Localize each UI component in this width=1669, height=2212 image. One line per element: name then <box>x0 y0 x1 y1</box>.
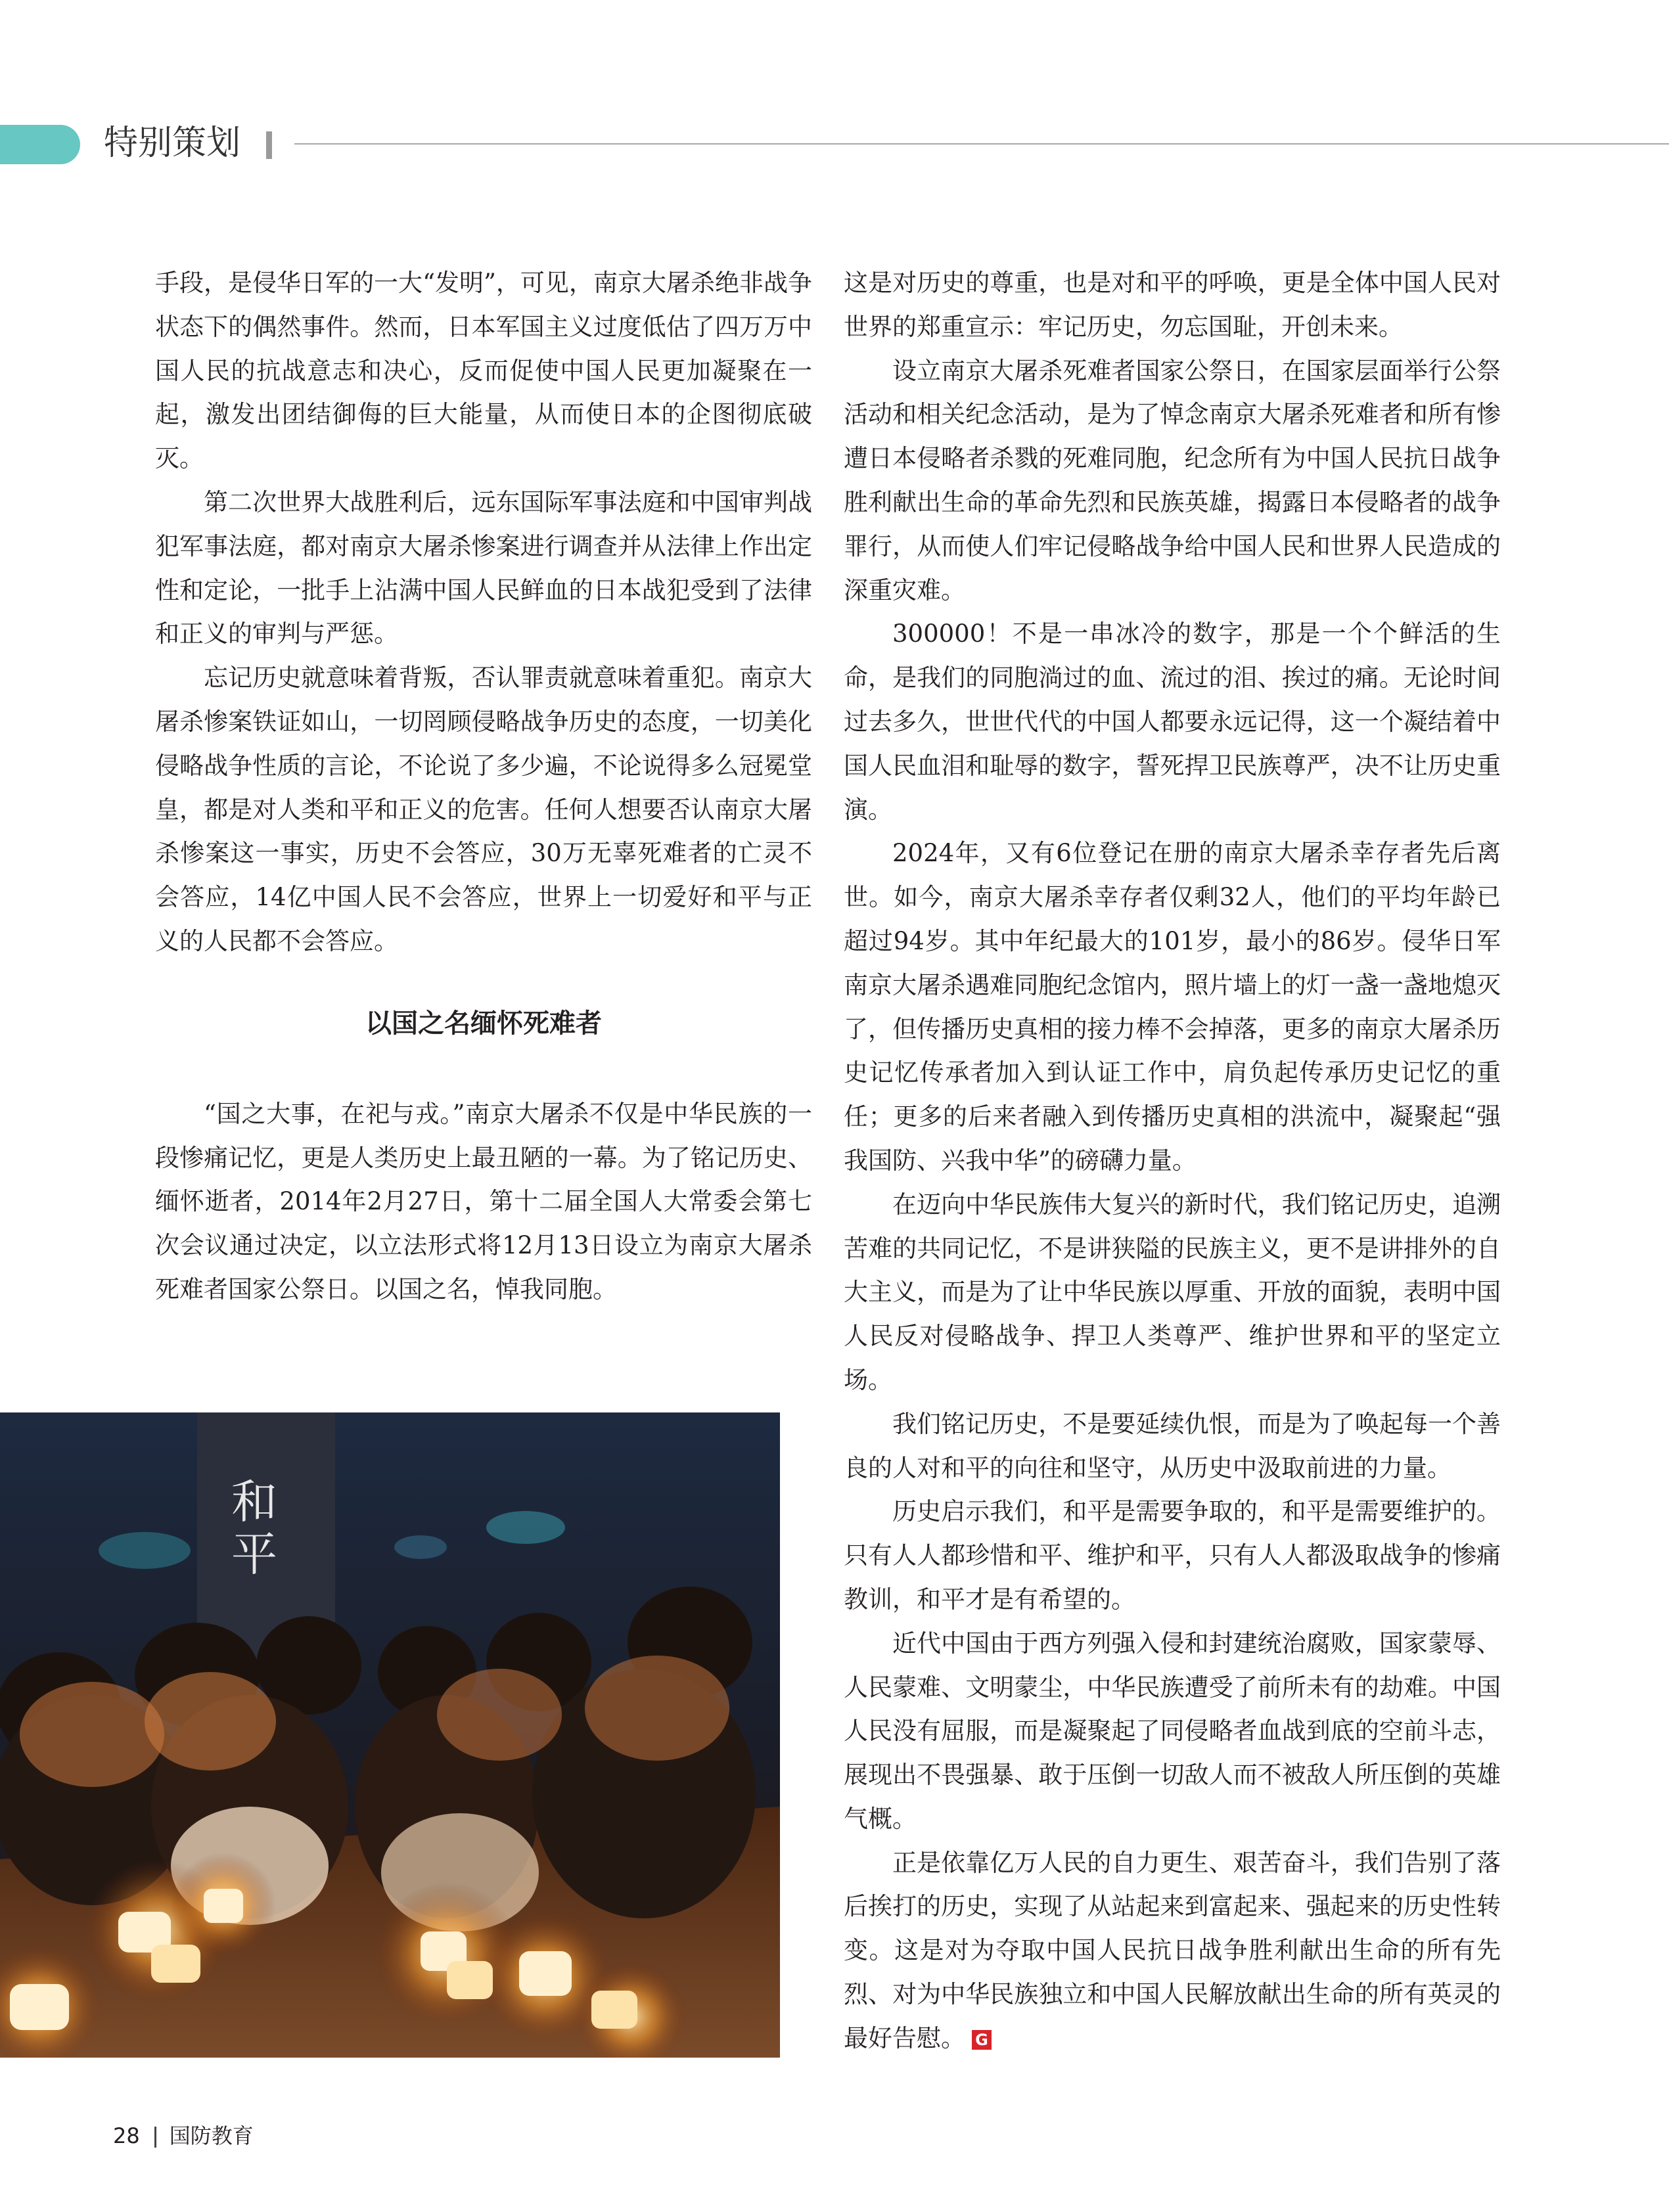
paragraph: “国之大事，在祀与戎。”南京大屠杀不仅是中华民族的一段惨痛记忆，更是人类历史上最丑陋的一幕。为了铭记历史、缅怀逝者，2014年2月27日，第十二届全国人大常委会第七次会议通过决定，以立法形式将12月13日设立为南京大屠杀死难者国家公祭日。以国之名，悼我同胞。 <box>155 1099 812 1303</box>
page-number: 28 <box>113 2123 140 2148</box>
monument-text: 和 <box>231 1475 277 1529</box>
footer-divider <box>154 2127 156 2148</box>
page-footer <box>113 2119 254 2153</box>
title-divider-bar <box>266 131 272 159</box>
paragraph <box>844 1841 1501 2061</box>
paragraph: 忘记历史就意味着背叛，否认罪责就意味着重犯。南京大屠杀惨案铁证如山，一切罔顾侵略战争历史的态度，一切美化侵略战争性质的言论，不论说了多少遍，不论说得多么冠冕堂皇，都是对人类和平和正义的危害。任何人想要否认南京大屠杀惨案这一事实，历史不会答应，30万无辜死难者的亡灵不会答应，14亿中国人民不会答应，世界上一切爱好和平与正义的人民都不会答应。 <box>155 664 812 955</box>
paragraph: 历史启示我们，和平是需要争取的，和平是需要维护的。只有人人都珍惜和平、维护和平，只有人人都汲取战争的惨痛教训，和平才是有希望的。 <box>844 1497 1501 1614</box>
paragraph: 2024年，又有6位登记在册的南京大屠杀幸存者先后离世。如今，南京大屠杀幸存者仅剩32人，他们的平均年龄已超过94岁。其中年纪最大的101岁，最小的86岁。侵华日军南京大屠杀遇难同胞纪念馆内，照片墙上的灯一盏一盏地熄灭了，但传播历史真相的接力棒不会掉落，更多的南京大屠杀历史记忆传承者加入到认证工作中，肩负起传承历史记忆的重任；更多的后来者融入到传播历史真相的洪流中，凝聚起“强我国防、兴我中华”的磅礴力量。 <box>844 839 1501 1175</box>
paragraph: 300000！不是一串冰冷的数字，那是一个个鲜活的生命，是我们的同胞淌过的血、流过的泪、挨过的痛。无论时间过去多久，世世代代的中国人都要永远记得，这一个凝结着中国人民血泪和耻辱的数字，誓死捍卫民族尊严，决不让历史重演。 <box>844 620 1501 824</box>
end-mark-icon: G <box>972 2030 992 2050</box>
subheading: 以国之名缅怀死难者 <box>365 1008 602 1039</box>
paragraph: 近代中国由于西方列强入侵和封建统治腐败，国家蒙辱、人民蒙难、文明蒙尘，中华民族遭受了前所未有的劫难。中国人民没有屈服，而是凝聚起了同侵略者血战到底的空前斗志，展现出不畏强暴、敢于压倒一切敌人而不被敌人所压倒的英雄气概。 <box>844 1629 1501 1833</box>
paragraph: 手段，是侵华日军的一大“发明”，可见，南京大屠杀绝非战争状态下的偶然事件。然而，日本军国主义过度低估了四万万中国人民的抗战意志和决心，反而促使中国人民更加凝聚在一起，激发出团结御侮的巨大能量，从而使日本的企图彻底破灭。 <box>155 269 812 473</box>
paragraph: 我们铭记历史，不是要延续仇恨，而是为了唤起每一个善良的人对和平的向往和坚守，从历史中汲取前进的力量。 <box>844 1409 1501 1482</box>
header-rule <box>294 143 1669 145</box>
monument-text: 平 <box>231 1527 277 1581</box>
right-column <box>844 261 1501 2061</box>
paragraph: 在迈向中华民族伟大复兴的新时代，我们铭记历史，追溯苦难的共同记忆，不是讲狭隘的民族主义，更不是讲排外的自大主义，而是为了让中华民族以厚重、开放的面貌，表明中国人民反对侵略战争、捍卫人类尊严、维护世界和平的坚定立场。 <box>844 1190 1501 1394</box>
left-column <box>155 261 812 1312</box>
paragraph: 设立南京大屠杀死难者国家公祭日，在国家层面举行公祭活动和相关纪念活动，是为了悼念南京大屠杀死难者和所有惨遭日本侵略者杀戮的死难同胞，纪念所有为中国人民抗日战争胜利献出生命的革命先烈和民族英雄，揭露日本侵略者的战争罪行，从而使人们牢记侵略战争给中国人民和世界人民造成的深重灾难。 <box>844 356 1501 604</box>
paragraph: 这是对历史的尊重，也是对和平的呼唤，更是全体中国人民对世界的郑重宣示：牢记历史，勿忘国耻，开创未来。 <box>844 269 1501 341</box>
magazine-name: 国防教育 <box>169 2123 254 2148</box>
paragraph: 第二次世界大战胜利后，远东国际军事法庭和中国审判战犯军事法庭，都对南京大屠杀惨案进行调查并从法律上作出定性和定论，一批手上沾满中国人民鲜血的日本战犯受到了法律和正义的审判与严惩。 <box>155 487 812 648</box>
paragraph-text: 正是依靠亿万人民的自力更生、艰苦奋斗，我们告别了落后挨打的历史，实现了从站起来到富起来、强起来的历史性转变。这是对为夺取中国人民抗日战争胜利献出生命的所有先烈、对为中华民族独立和中国人民解放献出生命的所有英灵的最好告慰。 <box>844 1848 1501 2052</box>
candle-vigil-photo <box>0 1412 780 2058</box>
section-tab-marker <box>0 125 80 164</box>
section-title: 特别策划 <box>104 124 241 163</box>
